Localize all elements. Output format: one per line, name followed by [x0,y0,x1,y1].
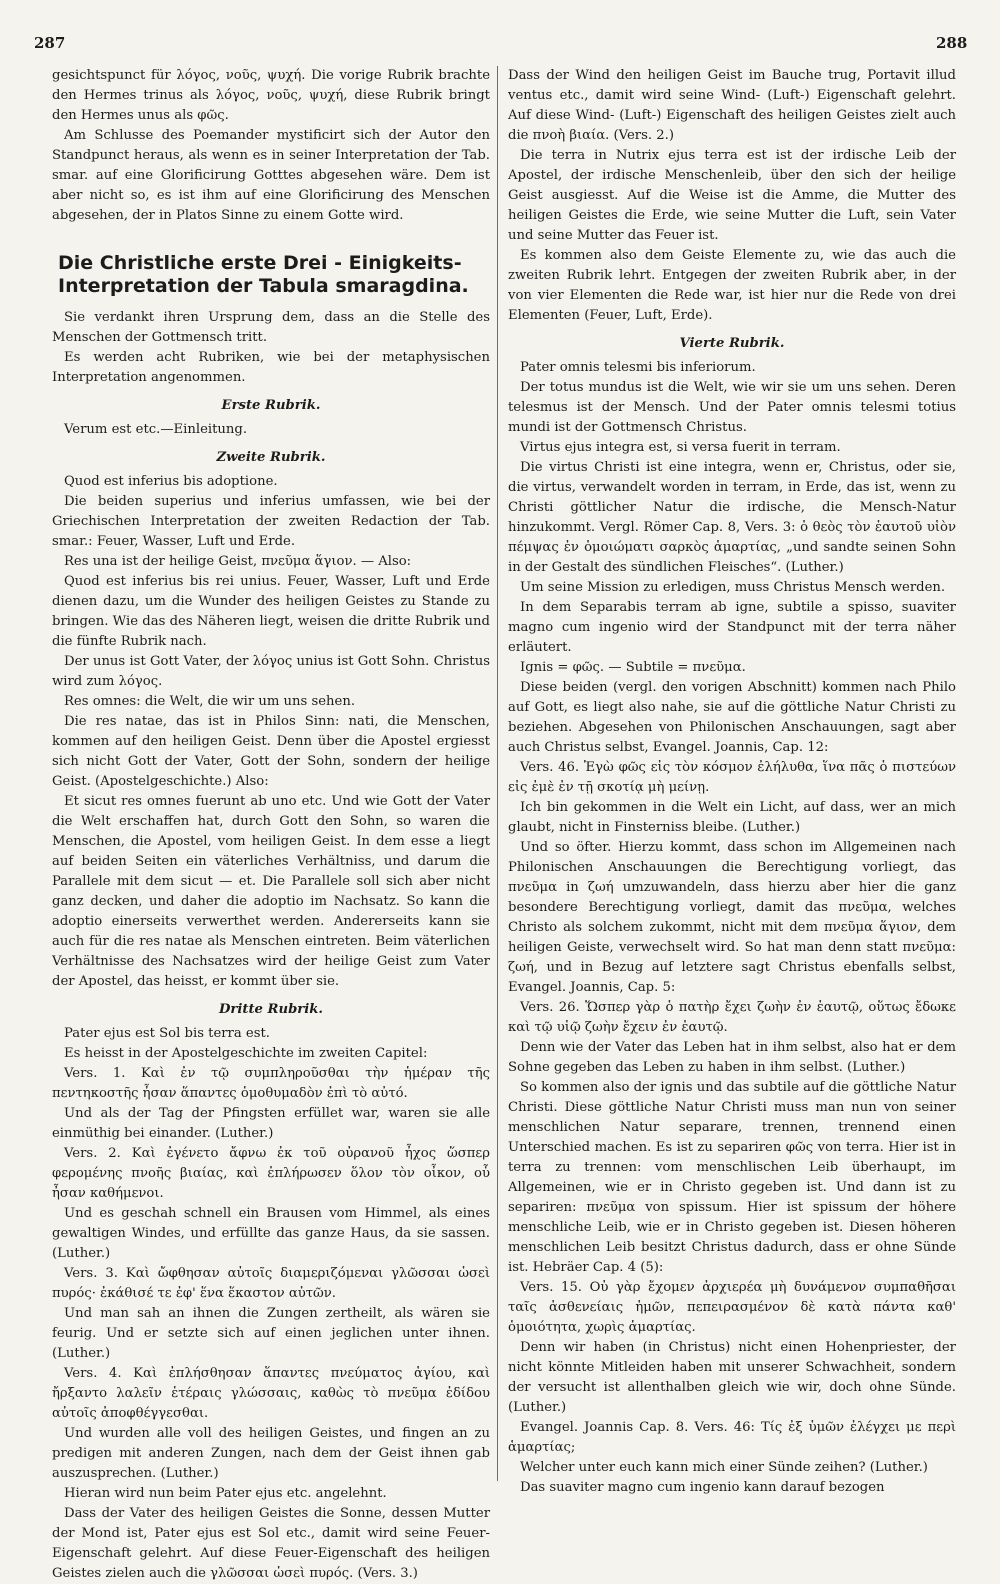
paragraph: Und es geschah schnell ein Brausen vom Himmel, als eines gewaltigen Windes, und erfüllte das ganze Haus, da sie sassen. (Luther.) [52,1206,490,1261]
right-column [508,66,956,1498]
paragraph: Denn wir haben (in Christus) nicht einen Hohenpriester, der nicht könnte Mitleiden haben mit unserer Schwachheit, sondern der versucht ist allenthalben gleich wie wir, doch ohne Sünde. (Luther.) [508,1340,956,1415]
paragraph: Die virtus Christi ist eine integra, wenn er, Christus, oder sie, die virtus, verwandelt worden in terram, in Erde, das ist, wenn zu Christi göttlicher Natur die irdische, die Mensch-Natur hinzukommt. Vergl. Römer Cap. 8, Vers. 3: ὁ θεὸς τὸν ἑαυτοῦ υἱὸν πέμψας ἐν ὁμοιώματι σαρκὸς ἁμαρτίας, „und sandte seinen Sohn in der Gestalt des sündlichen Fleisches“. (Luther.) [508,460,956,575]
paragraph: Verum est etc.—Einleitung. [64,422,248,437]
paragraph: Die beiden superius und inferius umfassen, wie bei der Griechischen Interpretation der zweiten Redaction der Tab. smar.: Feuer, Wasser, Luft und Erde. [52,494,490,549]
paragraph: In dem Separabis terram ab igne, subtile a spisso, suaviter magno cum ingenio wird der Standpunct mit der terra näher erläutert. [508,600,956,655]
paragraph: Ignis = φῶς. — Subtile = πνεῦμα. [520,660,746,675]
paragraph: Und man sah an ihnen die Zungen zertheilt, als wären sie feurig. Und er setzte sich auf einen jeglichen unter ihnen. (Luther.) [52,1306,490,1361]
page-number-right: 288 [936,34,968,52]
paragraph: Vers. 1. Καὶ ἐν τῷ συμπληροῦσθαι τὴν ἡμέραν τῆς πεντηκοστῆς ἦσαν ἅπαντες ὁμοθυμαδὸν ἐπὶ τὸ αὐτό. [52,1066,490,1101]
paragraph: Hieran wird nun beim Pater ejus etc. angelehnt. [64,1486,387,1501]
rubric-heading: Dritte Rubrik. [218,1002,323,1017]
paragraph: Und als der Tag der Pfingsten erfüllet war, waren sie alle einmüthig bei einander. (Luther.) [52,1106,490,1141]
rubric-heading: Erste Rubrik. [221,398,321,413]
paragraph: Vers. 4. Καὶ ἐπλήσθησαν ἅπαντες πνεύματος ἁγίου, καὶ ἤρξαντο λαλεῖν ἑτέραις γλώσσαις, καθὼς τὸ πνεῦμα ἐδίδου αὐτοῖς ἀποφθέγγεσθαι. [52,1366,490,1421]
page-number-left: 287 [34,34,66,52]
paragraph: Vers. 26. Ὥσπερ γὰρ ὁ πατὴρ ἔχει ζωὴν ἐν ἑαυτῷ, οὕτως ἔδωκε καὶ τῷ υἱῷ ζωὴν ἔχειν ἐν ἑαυτῷ. [508,1000,956,1035]
paragraph: Denn wie der Vater das Leben hat in ihm selbst, also hat er dem Sohne gegeben das Leben zu haben in ihm selbst. (Luther.) [508,1040,956,1075]
paragraph: gesichtspunct für λόγος, νοῦς, ψυχή. Die vorige Rubrik brachte den Hermes trinus als λόγος, νοῦς, ψυχή, diese Rubrik bringt den Hermes unus als φῶς. [52,68,490,123]
paragraph: Welcher unter euch kann mich einer Sünde zeihen? (Luther.) [520,1460,928,1475]
paragraph: Quod est inferius bis adoptione. [64,474,278,489]
paragraph: Das suaviter magno cum ingenio kann darauf bezogen [520,1480,885,1495]
paragraph: Vers. 15. Οὐ γὰρ ἔχομεν ἀρχιερέα μὴ δυνάμενον συμπαθῆσαι ταῖς ἀσθενείαις ἡμῶν, πεπειρασμένον δὲ κατὰ πάντα καθ' ὁμοιότητα, χωρὶς ἁμαρτίας. [508,1280,956,1335]
paragraph: Es kommen also dem Geiste Elemente zu, wie das auch die zweiten Rubrik lehrt. Entgegen der zweiten Rubrik aber, in der von vier Elementen die Rede war, ist hier nur die Rede von drei Elementen (Feuer, Luft, Erde). [508,248,956,323]
paragraph: Ich bin gekommen in die Welt ein Licht, auf dass, wer an mich glaubt, nicht in Finsterniss bleibe. (Luther.) [508,800,956,835]
paragraph: Es heisst in der Apostelgeschichte im zweiten Capitel: [64,1046,428,1061]
rubric-heading: Zweite Rubrik. [216,450,326,465]
column-divider [497,66,498,1481]
paragraph: Sie verdankt ihren Ursprung dem, dass an die Stelle des Menschen der Gottmensch tritt. [52,310,490,345]
paragraph: Am Schlusse des Poemander mystificirt sich der Autor den Standpunct heraus, als wenn es in seiner Interpretation der Tab. smar. auf eine Glorificirung Gotttes abgesehen wäre. Dem ist aber nicht so, es ist ihm auf eine Glorificirung des Menschen abgesehen, der in Platos Sinne zu einem Gotte wird. [52,128,490,223]
paragraph: Der totus mundus ist die Welt, wie wir sie um uns sehen. Deren telesmus ist der Mensch. Und der Pater omnis telesmi totius mundi ist der Gottmensch Christus. [508,380,956,435]
section-heading: Die Christliche erste Drei - Einigkeits-Interpretation der Tabula smaragdina. [58,252,469,297]
paragraph: Et sicut res omnes fuerunt ab uno etc. Und wie Gott der Vater die Welt erschaffen hat, durch Gott den Sohn, so waren die Menschen, die Apostel, vom heiligen Geist. In dem esse a liegt auf beiden Seiten ein väterliches Verhältniss, und darum die Parallele mit dem sicut — et. Die Parallele soll sich aber nicht ganz decken, und daher die adoptio im Nachsatz. So kann die adoptio einerseits verwerthet werden. Andererseits kann sie auch für die res natae als Menschen eintreten. Beim väterlichen Verhältnisse des Nachsatzes wird der heilige Geist zum Vater der Apostel, das heisst, er kommt über sie. [52,794,490,989]
paragraph: Quod est inferius bis rei unius. Feuer, Wasser, Luft und Erde dienen dazu, um die Wunder des heiligen Geistes zu Stande zu bringen. Wie das des Näheren liegt, weisen die dritte Rubrik und die fünfte Rubrik nach. [52,574,490,649]
paragraph: Res omnes: die Welt, die wir um uns sehen. [64,694,356,709]
paragraph: So kommen also der ignis und das subtile auf die göttliche Natur Christi. Diese göttliche Natur Christi muss man nun von seiner menschlichen Natur separare, trennen, trennend einen Unterschied machen. Es ist zu separiren φῶς von terra. Hier ist in terra zu trennen: vom menschlischen Leib überhaupt, im Allgemeinen, wie er in Christo gegeben ist. Und dann ist zu separiren: πνεῦμα von spissum. Hier ist spissum der höhere menschliche Leib, wie er in Christo gegeben ist. Diesen höheren menschlichen Leib besitzt Christus dadurch, dass er ohne Sünde ist. Hebräer Cap. 4 (5): [508,1080,956,1275]
paragraph: Vers. 46. Ἐγὼ φῶς εἰς τὸν κόσμον ἐλήλυθα, ἵνα πᾶς ὁ πιστεύων εἰς ἐμὲ ἐν τῇ σκοτίᾳ μὴ μείνῃ. [508,760,956,795]
paragraph: Die res natae, das ist in Philos Sinn: nati, die Menschen, kommen auf den heiligen Geist. Denn über die Apostel ergiesst sich nicht Gott der Vater, Gott der Sohn, sondern der heilige Geist. (Apostelgeschichte.) Also: [52,714,490,789]
paragraph: Evangel. Joannis Cap. 8. Vers. 46: Τίς ἐξ ὑμῶν ἐλέγχει με περὶ ἁμαρτίας; [508,1420,956,1455]
paragraph: Die terra in Nutrix ejus terra est ist der irdische Leib der Apostel, der irdische Menschenleib, über den sich der heilige Geist ausgiesst. Auf die Weise ist die Amme, die Mutter des heiligen Geistes die Erde, wie seine Mutter die Luft, sein Vater und seine Mutter das Feuer ist. [508,148,956,243]
paragraph: Der unus ist Gott Vater, der λόγος unius ist Gott Sohn. Christus wird zum λόγος. [52,654,490,689]
rubric-heading: Vierte Rubrik. [679,336,785,351]
paragraph: Res una ist der heilige Geist, πνεῦμα ἅγιον. — Also: [64,554,412,569]
paragraph: Und wurden alle voll des heiligen Geistes, und fingen an zu predigen mit anderen Zungen, nach dem der Geist ihnen gab auszusprechen. (Luther.) [52,1426,490,1481]
paragraph: Pater omnis telesmi bis inferiorum. [520,360,756,375]
paragraph: Pater ejus est Sol bis terra est. [64,1026,270,1041]
paragraph: Und so öfter. Hierzu kommt, dass schon im Allgemeinen nach Philonischen Anschauungen die Berechtigung vorliegt, das πνεῦμα in ζωή umzuwandeln, dass hierzu aber hier die ganz besondere Berechtigung vorliegt, damit das πνεῦμα, welches Christo als solchem zukommt, nicht mit dem πνεῦμα ἅγιον, dem heiligen Geiste, verwechselt wird. So hat man denn statt πνεῦμα: ζωή, und in Bezug auf letztere sagt Christus ebenfalls selbst, Evangel. Joannis, Cap. 5: [508,840,956,995]
paragraph: Um seine Mission zu erledigen, muss Christus Mensch werden. [520,580,946,595]
paragraph: Vers. 3. Καὶ ὤφθησαν αὐτοῖς διαμεριζόμεναι γλῶσσαι ὡσεὶ πυρός· ἐκάθισέ τε ἐφ' ἕνα ἕκαστον αὐτῶν. [52,1266,490,1301]
paragraph: Diese beiden (vergl. den vorigen Abschnitt) kommen nach Philo auf Gott, es liegt also nahe, sie auf die göttliche Natur Christi zu beziehen. Abgesehen von Philonischen Anschauungen, sagt aber auch Christus selbst, Evangel. Joannis, Cap. 12: [508,680,956,755]
left-column [52,66,490,1584]
paragraph: Vers. 2. Καὶ ἐγένετο ἄφνω ἐκ τοῦ οὐρανοῦ ἦχος ὥσπερ φερομένης πνοῆς βιαίας, καὶ ἐπλήρωσεν ὅλον τὸν οἶκον, οὗ ἦσαν καθήμενοι. [52,1146,490,1201]
paragraph: Virtus ejus integra est, si versa fuerit in terram. [520,440,841,455]
paragraph: Dass der Vater des heiligen Geistes die Sonne, dessen Mutter der Mond ist, Pater ejus est Sol etc., damit wird seine Feuer-Eigenschaft gelehrt. Auf diese Feuer-Eigenschaft des heiligen Geistes zielen auch die γλῶσσαι ὡσεὶ πυρός. (Vers. 3.) [52,1506,490,1581]
paragraph: Dass der Wind den heiligen Geist im Bauche trug, Portavit illud ventus etc., damit wird seine Wind- (Luft-) Eigenschaft gelehrt. Auf diese Wind- (Luft-) Eigenschaft des heiligen Geistes zielt auch die πνοὴ βιαία. (Vers. 2.) [508,68,956,143]
paragraph: Es werden acht Rubriken, wie bei der metaphysischen Interpretation angenommen. [52,350,490,385]
